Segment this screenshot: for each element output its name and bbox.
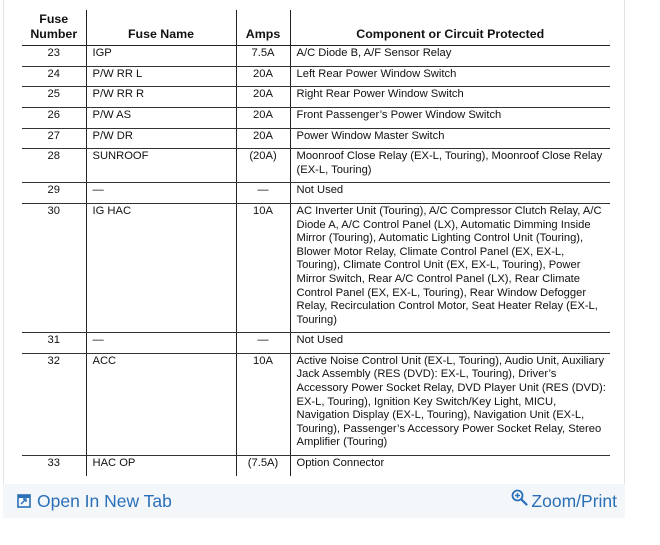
- fuse-component: Moonroof Close Relay (EX-L, Touring), Moonroof Close Relay (EX-L, Touring): [290, 149, 610, 183]
- fuse-component: Right Rear Power Window Switch: [290, 87, 610, 108]
- fuse-component: Active Noise Control Unit (EX-L, Touring), Audio Unit, Auxiliary Jack Assembly (RES (DVD): EX-L, Touring), Driver’s Accessory Power Socket Relay, DVD Player Unit (RES (DVD): EX-L, Touring), Ignition Key Switch/Key Light, MICU, Navigation Display (EX-L, Touring), Navigation Unit (EX-L, Touring), Passenger’s Accessory Power Socket Relay, Stereo Amplifier (Touring): [290, 353, 610, 455]
- fuse-component: Left Rear Power Window Switch: [290, 66, 610, 87]
- header-component: Component or Circuit Protected: [290, 10, 610, 46]
- fuse-name: HAC OP: [86, 456, 236, 476]
- fuse-number: 27: [22, 128, 86, 149]
- fuse-name: ACC: [86, 353, 236, 455]
- fuse-number: 24: [22, 66, 86, 87]
- fuse-amps: 20A: [236, 107, 290, 128]
- table-row: [22, 456, 610, 476]
- open-new-tab-icon: [17, 494, 31, 508]
- fuse-amps: 20A: [236, 128, 290, 149]
- fuse-name: IGP: [86, 46, 236, 67]
- fuse-component: Not Used: [290, 183, 610, 204]
- fuse-component: Option Connector: [290, 456, 610, 476]
- fuse-name: P/W RR L: [86, 66, 236, 87]
- open-in-new-tab-label: Open In New Tab: [37, 490, 172, 511]
- fuse-amps: 10A: [236, 203, 290, 332]
- fuse-name: SUNROOF: [86, 149, 236, 183]
- fuse-name: —: [86, 183, 236, 204]
- table-row: [22, 203, 610, 332]
- table-row: [22, 149, 610, 183]
- fuse-amps: 20A: [236, 87, 290, 108]
- fuse-component: A/C Diode B, A/F Sensor Relay: [290, 46, 610, 67]
- header-amps: Amps: [236, 10, 290, 46]
- fuse-table: [22, 10, 610, 476]
- fuse-component: Front Passenger’s Power Window Switch: [290, 107, 610, 128]
- open-in-new-tab-link[interactable]: [17, 491, 172, 512]
- table-row: [22, 66, 610, 87]
- fuse-number: 28: [22, 149, 86, 183]
- table-row: [22, 333, 610, 354]
- table-row: [22, 183, 610, 204]
- fuse-amps: —: [236, 333, 290, 354]
- fuse-name: —: [86, 333, 236, 354]
- fuse-number: 23: [22, 46, 86, 67]
- fuse-component: Not Used: [290, 333, 610, 354]
- header-fuse-number: [22, 10, 86, 46]
- zoom-print-label: Zoom/Print: [531, 490, 617, 511]
- fuse-amps: (20A): [236, 149, 290, 183]
- header-fuse-number-line1: Fuse: [39, 12, 69, 26]
- table-row: [22, 128, 610, 149]
- fuse-number: 26: [22, 107, 86, 128]
- fuse-number: 30: [22, 203, 86, 332]
- fuse-amps: —: [236, 183, 290, 204]
- table-row: [22, 107, 610, 128]
- table-row: [22, 353, 610, 455]
- fuse-name: P/W AS: [86, 107, 236, 128]
- fuse-number: 25: [22, 87, 86, 108]
- fuse-name: P/W RR R: [86, 87, 236, 108]
- fuse-table-document: [22, 10, 610, 476]
- fuse-number: 33: [47, 457, 60, 470]
- image-action-bar: [3, 484, 625, 518]
- zoom-print-link[interactable]: [511, 491, 617, 512]
- fuse-name: IG HAC: [86, 203, 236, 332]
- fuse-component: Power Window Master Switch: [290, 128, 610, 149]
- header-fuse-name: Fuse Name: [86, 10, 236, 46]
- fuse-number: 32: [22, 353, 86, 455]
- fuse-amps: (7.5A): [236, 456, 290, 476]
- fuse-number: 29: [22, 183, 86, 204]
- table-header-row: [22, 10, 610, 46]
- header-fuse-number-line2: Number: [30, 26, 78, 41]
- fuse-number: 31: [22, 333, 86, 354]
- fuse-amps: 20A: [236, 66, 290, 87]
- table-row: [22, 46, 610, 67]
- fuse-amps: 7.5A: [236, 46, 290, 67]
- table-row: [22, 87, 610, 108]
- fuse-amps: 10A: [236, 353, 290, 455]
- fuse-component: AC Inverter Unit (Touring), A/C Compressor Clutch Relay, A/C Diode A, A/C Control Panel (LX), Automatic Dimming Inside Mirror (Touring), Automatic Lighting Control Unit (Touring), Blower Motor Relay, Climate Control Panel (EX, EX-L, Touring), Climate Control Unit (EX, EX-L, Touring), Power Mirror Switch, Rear A/C Control Panel (LX), Rear Climate Control Panel (EX, EX-L, Touring), Rear Window Defogger Relay, Recirculation Control Motor, Seat Heater Relay (EX-L, Touring): [290, 203, 610, 332]
- zoom-magnifier-icon: [511, 489, 528, 506]
- fuse-name: P/W DR: [86, 128, 236, 149]
